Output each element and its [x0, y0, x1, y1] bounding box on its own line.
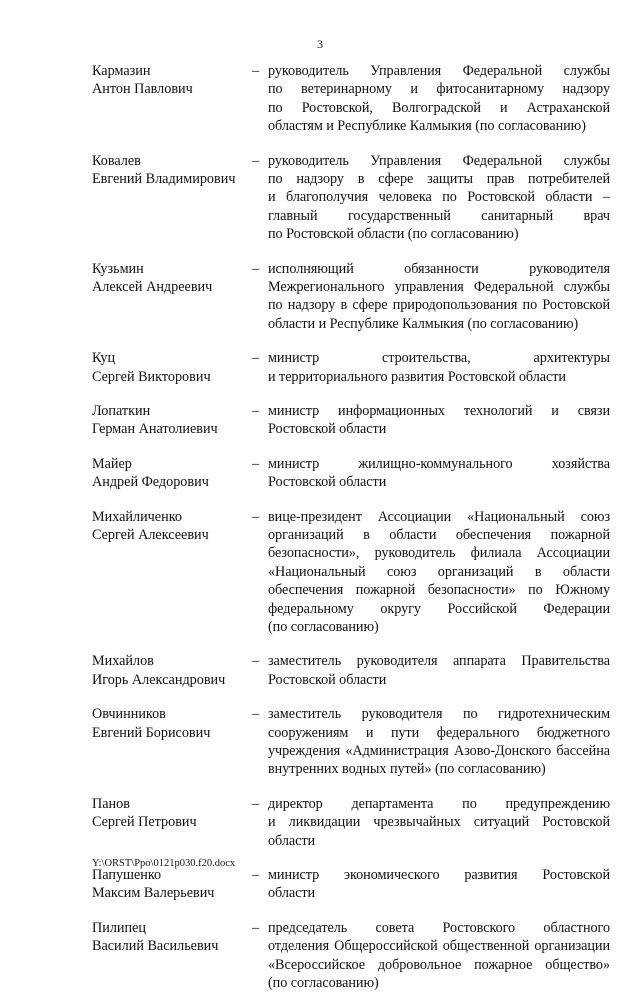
member-name: [92, 260, 250, 334]
member-surname: Ковалев: [92, 152, 141, 169]
member-surname: Кузьмин: [92, 260, 144, 277]
position-line: федеральному округу Российской Федерации: [268, 600, 610, 617]
position-line: областям и Республике Калмыкия (по согласованию): [268, 118, 586, 135]
position-line: внутренних водных путей» (по согласованию): [268, 761, 546, 778]
member-entry: [0, 866, 640, 903]
position-line: организаций в области обеспечения пожарной: [268, 526, 610, 543]
member-surname: Овчинников: [92, 706, 166, 723]
position-line: сооружениям и пути федерального бюджетного: [268, 724, 610, 741]
position-line: Ростовской области: [268, 474, 387, 491]
member-position: [268, 260, 610, 334]
position-line: заместитель руководителя по гидротехническим: [268, 706, 610, 723]
member-surname: Пилипец: [92, 919, 146, 936]
member-entry: [0, 349, 640, 386]
position-line: руководитель Управления Федеральной службы: [268, 152, 610, 169]
member-entry: [0, 402, 640, 439]
member-position: [268, 62, 610, 136]
dash-separator: –: [252, 455, 260, 472]
member-given-names: Василий Васильевич: [92, 938, 219, 955]
position-line: и территориального развития Ростовской области: [268, 368, 566, 385]
member-name: [92, 795, 250, 850]
dash-separator: –: [252, 260, 260, 277]
member-surname: Папушенко: [92, 866, 162, 883]
member-name: [92, 652, 250, 689]
dash-separator: –: [252, 653, 260, 670]
member-entry: [0, 455, 640, 492]
member-given-names: Герман Анатолиевич: [92, 421, 218, 438]
member-position: [268, 652, 610, 689]
member-position: [268, 795, 610, 850]
member-name: [92, 152, 250, 244]
position-line: по Ростовской, Волгоградской и Астраханской: [268, 99, 610, 116]
member-given-names: Евгений Борисович: [92, 724, 211, 741]
position-line: области: [268, 832, 316, 849]
member-position: [268, 349, 610, 386]
file-path-footer: Y:\ORST\Ppo\0121p030.f20.docx: [92, 858, 236, 869]
position-line: по Ростовской области (по согласованию): [268, 226, 519, 243]
position-line: руководитель Управления Федеральной службы: [268, 63, 610, 79]
position-line: и благополучия человека по Ростовской области –: [268, 189, 610, 206]
dash-separator: –: [252, 919, 260, 936]
dash-separator: –: [252, 63, 260, 79]
page-number: 3: [317, 37, 323, 51]
position-line: исполняющий обязанности руководителя: [268, 260, 610, 277]
member-entry: [0, 919, 640, 993]
position-line: главный государственный санитарный врач: [268, 207, 610, 224]
position-line: заместитель руководителя аппарата Правительства: [268, 653, 610, 670]
member-surname: Михайлов: [92, 653, 154, 670]
member-position: [268, 402, 610, 439]
dash-separator: –: [252, 706, 260, 723]
position-line: «Национальный союз организаций в области: [268, 563, 610, 580]
position-line: обеспечения пожарной безопасности» по Южному: [268, 582, 610, 599]
position-line: (по согласованию): [268, 619, 379, 636]
dash-separator: –: [252, 350, 260, 367]
position-line: Ростовской области: [268, 421, 387, 438]
member-given-names: Сергей Петрович: [92, 814, 197, 831]
member-given-names: Алексей Андреевич: [92, 279, 213, 295]
member-surname: Куц: [92, 350, 116, 367]
member-position: [268, 152, 610, 244]
member-given-names: Сергей Алексеевич: [92, 526, 209, 543]
position-line: Межрегионального управления Федеральной службы: [268, 279, 610, 295]
member-entry: [0, 705, 640, 779]
member-surname: Михайличенко: [92, 508, 182, 525]
member-surname: Лопаткин: [92, 402, 151, 419]
position-line: учреждения «Администрация Азово-Донского бассейна: [268, 742, 610, 759]
member-surname: Майер: [92, 455, 132, 472]
member-position: [268, 508, 610, 637]
position-line: министр экономического развития Ростовской: [268, 866, 610, 883]
position-line: и ликвидации чрезвычайных ситуаций Ростовской: [268, 814, 610, 831]
member-given-names: Антон Павлович: [92, 81, 193, 98]
position-line: отделения Общероссийской общественной организации: [268, 938, 610, 955]
dash-separator: –: [252, 402, 260, 419]
dash-separator: –: [252, 795, 260, 812]
member-position: [268, 866, 610, 903]
member-position: [268, 455, 610, 492]
position-line: безопасности», руководитель филиала Ассоциации: [268, 545, 610, 562]
position-line: министр жилищно-коммунального хозяйства: [268, 455, 610, 472]
member-entry: [0, 795, 640, 850]
position-line: области: [268, 885, 316, 902]
position-line: директор департамента по предупреждению: [268, 795, 610, 812]
member-given-names: Андрей Федорович: [92, 474, 209, 491]
position-line: вице-президент Ассоциации «Национальный союз: [268, 508, 610, 525]
dash-separator: –: [252, 152, 260, 169]
member-name: [92, 455, 250, 492]
member-name: [92, 866, 250, 903]
position-line: Ростовской области: [268, 671, 387, 688]
position-line: министр строительства, архитектуры: [268, 350, 610, 367]
member-name: [92, 508, 250, 637]
member-given-names: Сергей Викторович: [92, 368, 211, 385]
member-entry: [0, 260, 640, 334]
member-name: [92, 919, 250, 993]
position-line: «Всероссийское добровольное пожарное общество»: [268, 956, 610, 973]
dash-separator: –: [252, 508, 260, 525]
member-name: [92, 62, 250, 136]
member-position: [268, 919, 610, 993]
position-line: по ветеринарному и фитосанитарному надзору: [268, 81, 610, 98]
member-entry: [0, 652, 640, 689]
member-surname: Панов: [92, 795, 130, 812]
member-given-names: Евгений Владимирович: [92, 171, 236, 187]
dash-separator: –: [252, 866, 260, 883]
member-given-names: Игорь Александрович: [92, 671, 226, 688]
position-line: области и Республике Калмыкия (по согласованию): [268, 315, 579, 332]
position-line: по надзору в сфере защиты прав потребителей: [268, 171, 610, 187]
position-line: (по согласованию): [268, 974, 379, 991]
member-name: [92, 402, 250, 439]
position-line: председатель совета Ростовского областного: [268, 919, 610, 936]
member-entry: [0, 508, 640, 637]
member-name: [92, 349, 250, 386]
member-entry: [0, 62, 640, 136]
position-line: министр информационных технологий и связи: [268, 402, 610, 419]
member-given-names: Максим Валерьевич: [92, 885, 215, 902]
member-position: [268, 705, 610, 779]
position-line: по надзору в сфере природопользования по Ростовской: [268, 297, 610, 314]
member-name: [92, 705, 250, 779]
member-surname: Кармазин: [92, 63, 151, 79]
member-entry: [0, 152, 640, 244]
